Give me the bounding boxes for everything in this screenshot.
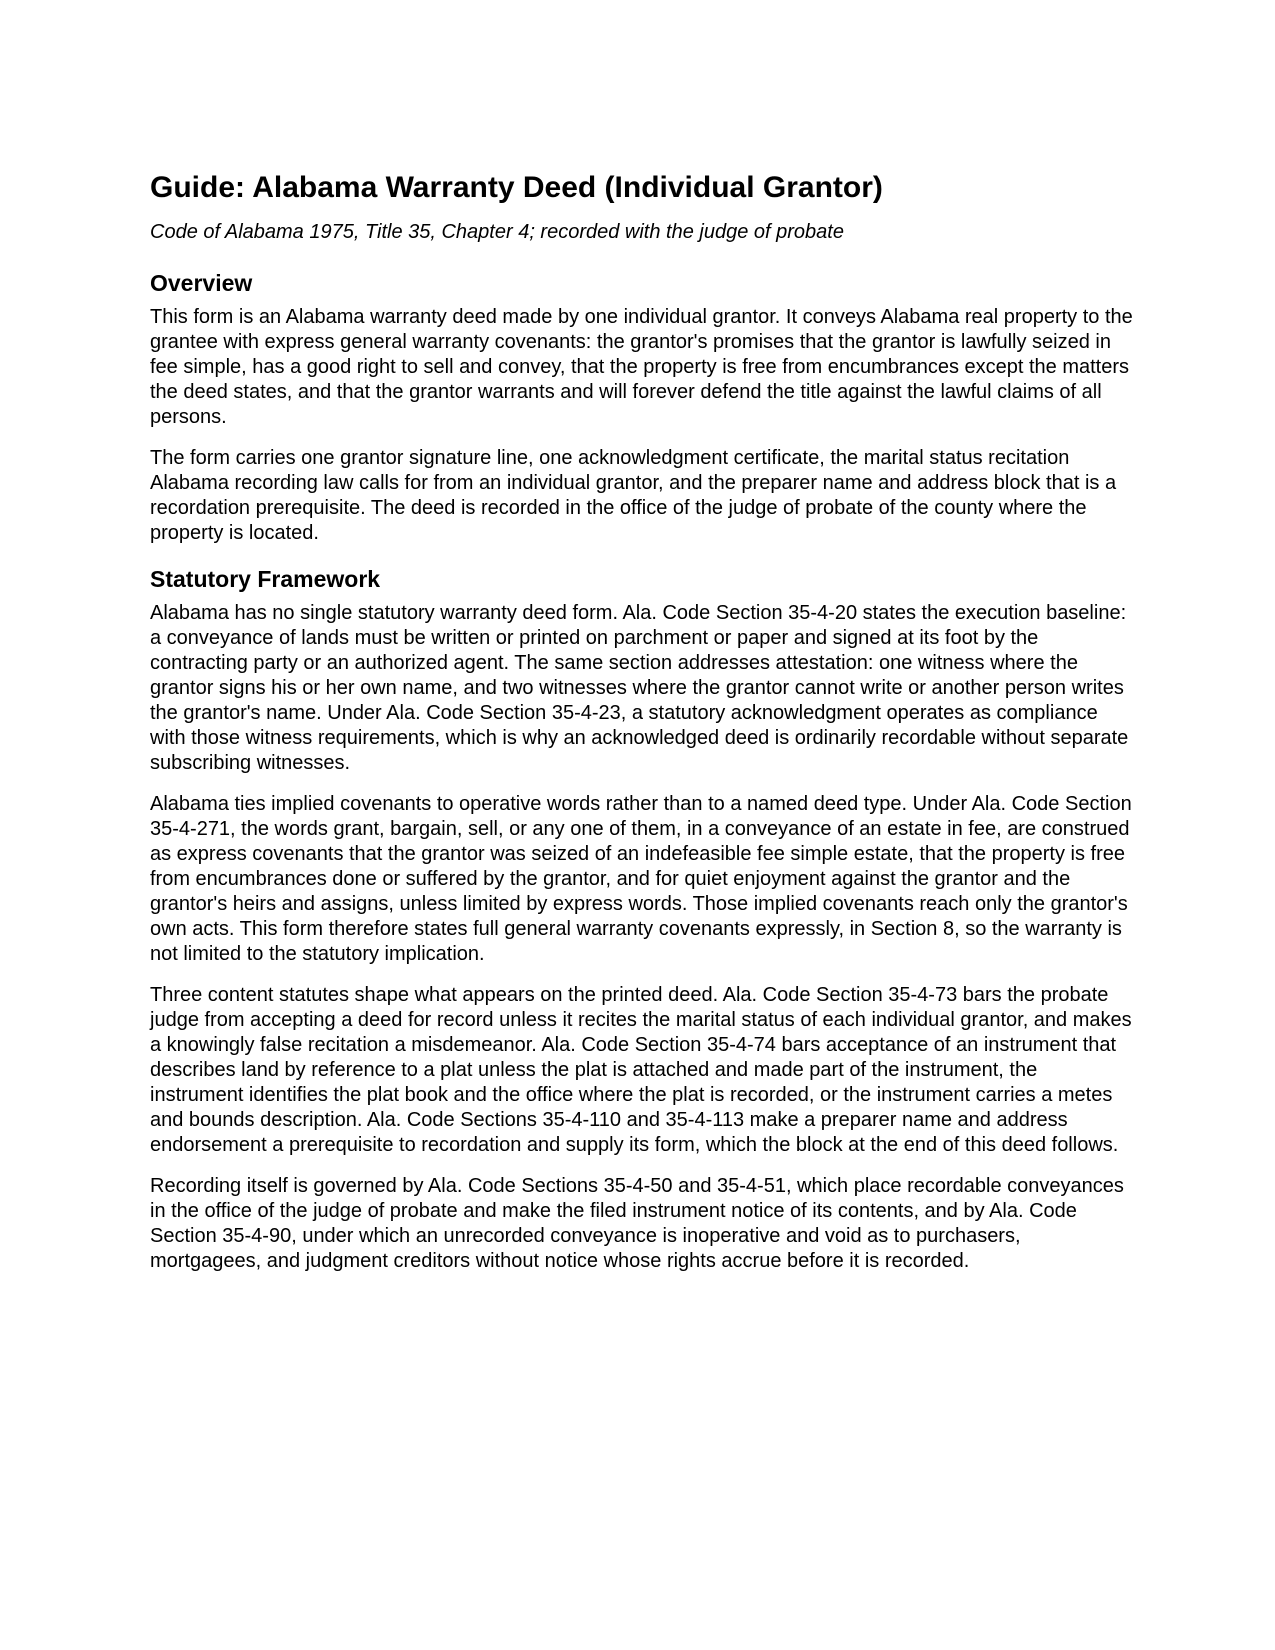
statutory-paragraph-1: Alabama has no single statutory warranty deed form. Ala. Code Section 35-4-20 states the execution baseline: a conveyance of lands must be written or printed on parchment or paper and signed at its foot by the contracting party or an authorized agent. The same section addresses attestation: one witness where the grantor signs his or her own name, and two witnesses where the grantor cannot write or another person writes the grantor's name. Under Ala. Code Section 35-4-23, a statutory acknowledgment operates as compliance with those witness requirements, which is why an acknowledged deed is ordinarily recordable without separate subscribing witnesses. xyxy=(150,602,1129,774)
overview-heading: Overview xyxy=(150,270,253,296)
statutory-framework-heading: Statutory Framework xyxy=(150,566,381,592)
statutory-paragraph-2: Alabama ties implied covenants to operative words rather than to a named deed type. Under Ala. Code Section 35-4-271, the words grant, bargain, sell, or any one of them, in a conveyance of an estate in fee, are construed as express covenants that the grantor was seized of an indefeasible fee simple estate, that the property is free from encumbrances done or suffered by the grantor, and for quiet enjoyment against the grantor and the grantor's heirs and assigns, unless limited by express words. Those implied covenants reach only the grantor's own acts. This form therefore states full general warranty covenants expressly, in Section 8, so the warranty is not limited to the statutory implication. xyxy=(150,793,1132,965)
document-content xyxy=(150,170,1135,1274)
page-subtitle: Code of Alabama 1975, Title 35, Chapter 4; recorded with the judge of probate xyxy=(150,221,844,243)
overview-paragraph-2: The form carries one grantor signature line, one acknowledgment certificate, the marital status recitation Alabama recording law calls for from an individual grantor, and the preparer name and address block that is a recordation prerequisite. The deed is recorded in the office of the judge of probate of the county where the property is located. xyxy=(150,447,1117,544)
page-title: Guide: Alabama Warranty Deed (Individual Grantor) xyxy=(150,171,883,204)
overview-paragraph-1: This form is an Alabama warranty deed made by one individual grantor. It conveys Alabama real property to the grantee with express general warranty covenants: the grantor's promises that the grantor is lawfully seized in fee simple, has a good right to sell and convey, that the property is free from encumbrances except the matters the deed states, and that the grantor warrants and will forever defend the title against the lawful claims of all persons. xyxy=(150,306,1133,428)
statutory-paragraph-4: Recording itself is governed by Ala. Code Sections 35-4-50 and 35-4-51, which place recordable conveyances in the office of the judge of probate and make the filed instrument notice of its contents, and by Ala. Code Section 35-4-90, under which an unrecorded conveyance is inoperative and void as to purchasers, mortgagees, and judgment creditors without notice whose rights accrue before it is recorded. xyxy=(150,1175,1124,1272)
statutory-paragraph-3: Three content statutes shape what appears on the printed deed. Ala. Code Section 35-4-73 bars the probate judge from accepting a deed for record unless it recites the marital status of each individual grantor, and makes a knowingly false recitation a misdemeanor. Ala. Code Section 35-4-74 bars acceptance of an instrument that describes land by reference to a plat unless the plat is attached and made part of the instrument, the instrument identifies the plat book and the office where the plat is recorded, or the instrument carries a metes and bounds description. Ala. Code Sections 35-4-110 and 35-4-113 make a preparer name and address endorsement a prerequisite to recordation and supply its form, which the block at the end of this deed follows. xyxy=(150,984,1132,1156)
